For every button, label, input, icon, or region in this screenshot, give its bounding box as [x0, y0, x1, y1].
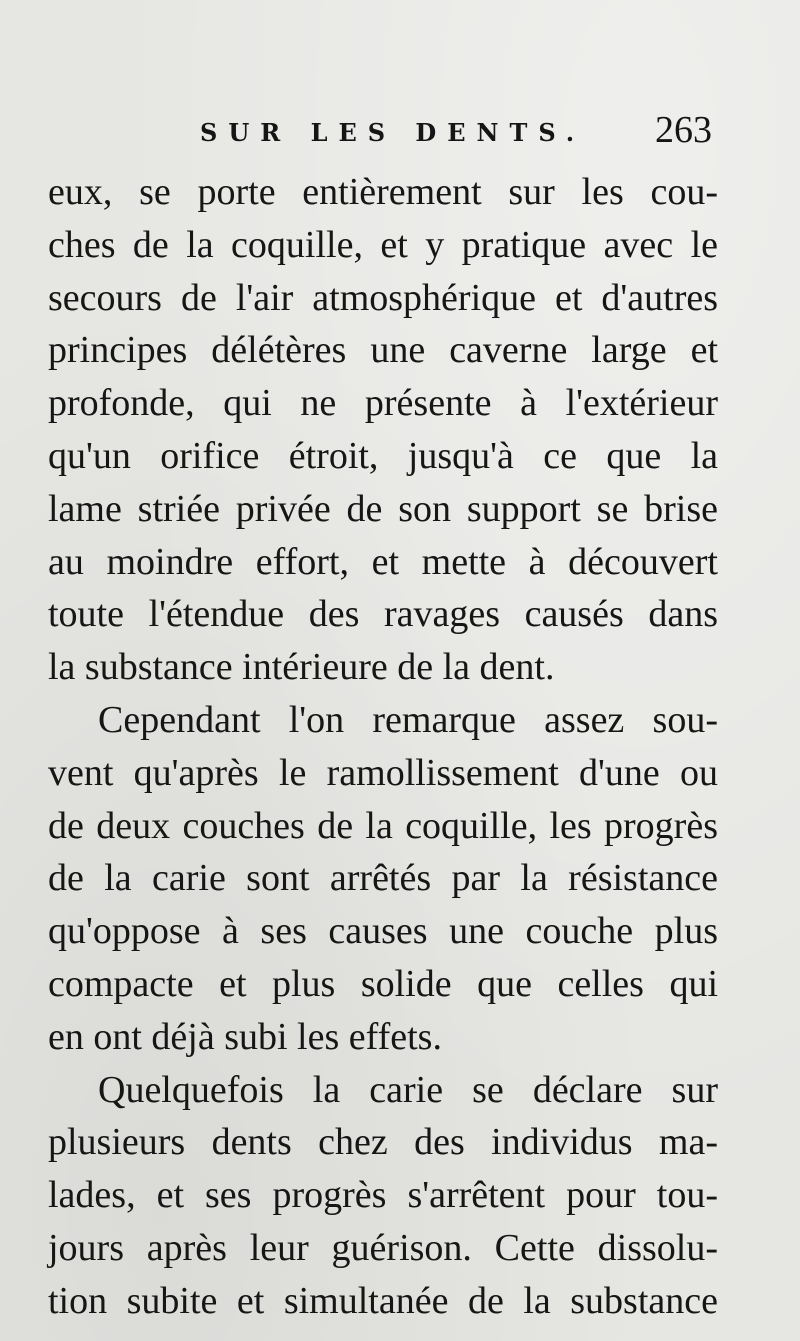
running-title: SUR LES DENTS.	[200, 118, 586, 147]
text-line: jours après leur guérison. Cette dissolu-	[48, 1226, 718, 1269]
text-line: lame striée privée de son support se brise	[48, 487, 718, 530]
text-line: de la carie sont arrêtés par la résistance	[48, 857, 718, 900]
text-line: lades, et ses progrès s'arrêtent pour tou-	[48, 1174, 718, 1217]
text-line: en ont déjà subi les effets.	[48, 1015, 442, 1058]
text-line: toute l'étendue des ravages causés dans	[48, 593, 718, 636]
paragraph-start-line: Quelquefois la carie se déclare sur	[98, 1068, 718, 1111]
text-line: ches de la coquille, et y pratique avec le	[48, 223, 718, 266]
text-line: vent qu'après le ramollissement d'une ou	[48, 751, 718, 794]
text-line: de deux couches de la coquille, les progrès	[48, 804, 718, 847]
text-line: au moindre effort, et mette à découvert	[48, 540, 718, 583]
text-line: tion subite et simultanée de la substance	[48, 1279, 718, 1322]
text-line: compacte et plus solide que celles qui	[48, 962, 718, 1005]
paragraph-start-line: Cependant l'on remarque assez sou-	[98, 698, 718, 741]
text-line: qu'un orifice étroit, jusqu'à ce que la	[48, 434, 718, 477]
running-head	[0, 108, 800, 152]
body-text	[48, 166, 718, 1328]
text-line: principes délétères une caverne large et	[48, 329, 718, 372]
text-line: qu'oppose à ses causes une couche plus	[48, 910, 718, 953]
text-line: secours de l'air atmosphérique et d'autres	[48, 276, 718, 319]
text-line: la substance intérieure de la dent.	[48, 646, 555, 689]
page-number: 263	[655, 109, 712, 151]
text-line: profonde, qui ne présente à l'extérieur	[48, 382, 718, 425]
text-line: plusieurs dents chez des individus ma-	[48, 1121, 718, 1164]
text-line: eux, se porte entièrement sur les cou-	[48, 171, 718, 213]
